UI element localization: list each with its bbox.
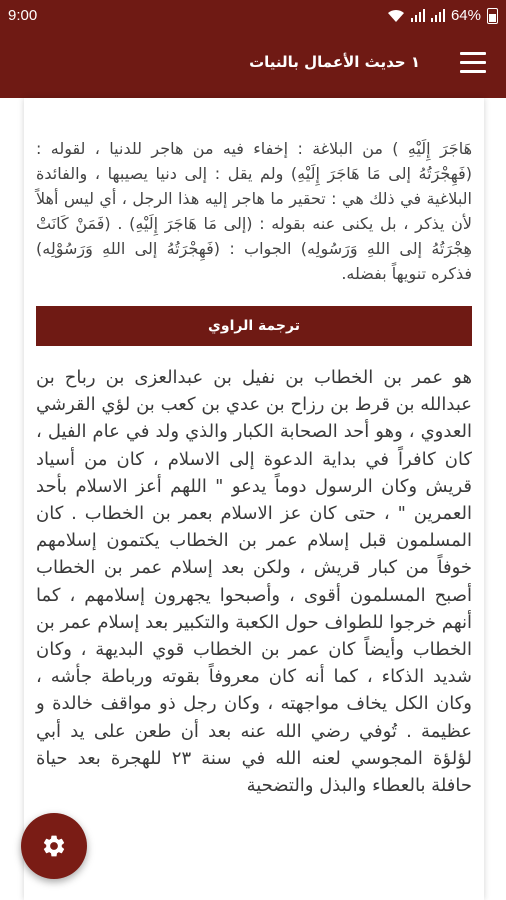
page-title: ١ حديث الأعمال بالنيات <box>249 53 420 71</box>
content-card <box>24 98 484 900</box>
section-header-narrator: ترجمة الراوي <box>36 306 472 346</box>
app-bar <box>0 32 506 98</box>
signal-icon <box>411 9 425 22</box>
signal-icon-2 <box>431 9 445 22</box>
intro-paragraph: هَاجَرَ إِلَيْهِ ) من البلاغة : إخفاء فيه من هاجر للدنيا ، لقوله : (فَهِجْرَتُهُ إلى مَا هَاجَرَ إِلَيْهِ) ولم يقل : إلى دنيا يصيبها ، والفائدة البلاغية في ذلك هي : تحقير ما هاجر إليه هذا الرجل ، أي ليس أهلاً لأن يذكر ، بل يكنى عنه بقوله : (إلى مَا هَاجَرَ إِلَيْهِ) . (فَمَنْ كَانَتْ هِجْرَتُهُ إلى اللهِ وَرَسُولِه) الجواب : (فَهِجْرَتُهُ إلى اللهِ وَرَسُوْلِه) فذكره تنويهاً بفضله. <box>36 139 472 283</box>
narrator-paragraph: هو عمر بن الخطاب بن نفيل بن عبدالعزى بن رباح بن عبدالله بن قرط بن رزاح بن عدي بن كعب بن لؤي القرشي العدوي ، وهو أحد الصحابة الكبار والذي ولد في عام الفيل ، كان كافراً في بداية الدعوة إلى الاسلام ، كان من أسياد قريش وكان الرسول دوماً يدعو " اللهم أعز الاسلام بأحد العمرين " ، حتى كان عز الاسلام بعمر بن الخطاب . كان المسلمون قبل إسلام عمر بن الخطاب يكتمون إسلامهم خوفاً من كبار قريش ، ولكن بعد إسلام عمر بن الخطاب أصبح المسلمون أقوى ، وأصبحوا يجهرون إسلامهم ، كما أنهم خرجوا للطواف حول الكعبة والتكبير بعد إسلام عمر بن الخطاب وأيضاً كان عمر بن الخطاب قوي البديهة ، وكان شديد الذكاء ، كما أنه كان معروفاً بقوته ورباطة جأشه ، وكان الكل يخاف مواجهته ، وكان رجل ذو مواقف خالدة و عظيمة . تُوفي رضي الله عنه بعد أن طعن على يد أبي لؤلؤة المجوسي لعنه الله في سنة ٢٣ للهجرة بعد حياة حافلة بالعطاء والبذل والتضحية <box>36 367 472 797</box>
hamburger-menu-icon[interactable] <box>460 52 486 74</box>
battery-percent: 64% <box>450 7 481 24</box>
wifi-icon <box>387 9 405 23</box>
status-time: 9:00 <box>8 7 38 24</box>
status-icons <box>387 7 498 24</box>
battery-icon <box>487 8 498 24</box>
status-bar <box>0 0 506 32</box>
settings-fab-button[interactable] <box>21 813 87 879</box>
gear-icon <box>41 833 67 859</box>
